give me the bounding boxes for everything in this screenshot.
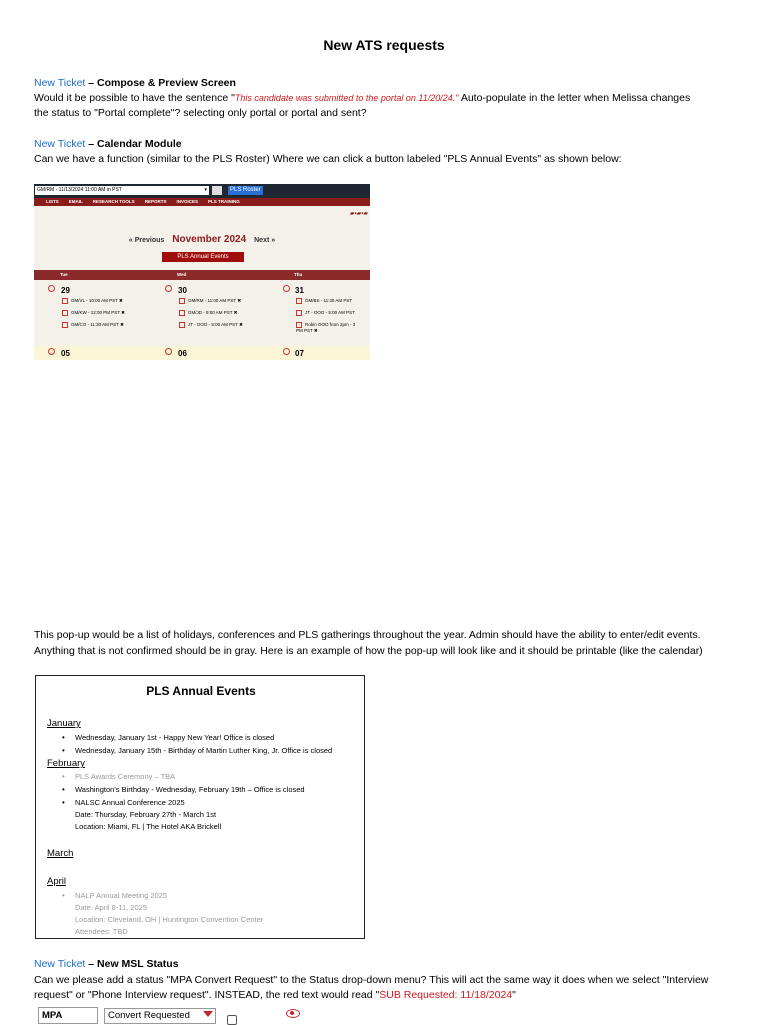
month-april: April: [47, 876, 67, 887]
event-item-unconfirmed: • NALP Annual Meeting 2025: [75, 890, 167, 901]
day-number: 30: [178, 286, 187, 295]
event-detail: Attendees: TBD: [75, 927, 128, 936]
section-compose-text-2: the status to "Portal complete"? selecting only portal or portal and sent?: [34, 107, 367, 119]
calendar-screenshot: [34, 184, 370, 360]
mpa-field[interactable]: MPA: [38, 1007, 98, 1024]
month-march: March: [47, 848, 74, 859]
popup-title: PLS Annual Events: [146, 684, 256, 698]
calendar-event[interactable]: GM/KW - 12:00 PM PST ✖: [62, 310, 125, 316]
calendar-event[interactable]: JT - OOO - 5:00 AM PST ✖: [179, 322, 243, 328]
weekday-header: [34, 270, 370, 280]
weekday-label: Wed: [177, 272, 187, 277]
new-ticket-tag: New Ticket: [34, 958, 86, 970]
clock-icon: [165, 348, 172, 355]
section-title: New MSL Status: [97, 958, 179, 970]
menu-item[interactable]: LISTS: [46, 199, 59, 204]
menu-item[interactable]: REPORTS: [144, 199, 167, 204]
section-msl-text-1: Can we please add a status "MPA Convert Request" to the Status drop-down menu? This will act the same way it does when we select "Interview: [34, 974, 709, 986]
section-compose-heading: New Ticket – Compose & Preview Screen: [34, 77, 236, 89]
previous-link[interactable]: « Previous: [128, 237, 165, 244]
chevron-down-icon: ▾: [204, 187, 207, 193]
new-ticket-tag: New Ticket: [34, 138, 86, 150]
portal-sentence: This candidate was submitted to the portal on 11/20/24.": [234, 93, 459, 103]
pls-annual-events-button[interactable]: PLS Annual Events: [162, 252, 244, 262]
section-title: Calendar Module: [97, 138, 182, 150]
clock-icon: [48, 285, 55, 292]
section-calendar-text: Can we have a function (similar to the PLS Roster) Where we can click a button labeled "PLS Annual Events" as shown below:: [34, 153, 622, 165]
clock-icon: [283, 285, 290, 292]
event-item-unconfirmed: • PLS Awards Ceremony – TBA: [75, 771, 175, 782]
event-item: • Washington's Birthday - Wednesday, February 19th – Office is closed: [75, 784, 305, 795]
clock-icon: [165, 285, 172, 292]
calendar-menubar: [34, 198, 370, 206]
month-january: January: [47, 718, 81, 729]
day-number: 06: [178, 349, 187, 358]
clock-icon: [283, 348, 290, 355]
clock-icon: [48, 348, 55, 355]
menu-item[interactable]: RESEARCH TOOLS: [92, 199, 135, 204]
sub-requested-text: SUB Requested: 11/18/2024: [379, 989, 513, 1001]
event-item: • NALSC Annual Conference 2025: [75, 797, 185, 808]
calendar-event[interactable]: GM/JD - 9:00 AM PST ✖: [179, 310, 237, 316]
month-title: November 2024: [172, 234, 247, 245]
popup-description-2: Anything that is not confirmed should be in gray. Here is an example of how the pop-up will look like and it should be printable (like the calendar): [34, 645, 703, 657]
day-number: 29: [61, 286, 70, 295]
section-calendar-heading: New Ticket – Calendar Module: [34, 138, 182, 150]
section-msl-heading: New Ticket – New MSL Status: [34, 958, 179, 970]
eye-icon[interactable]: [286, 1009, 300, 1018]
month-february: February: [47, 758, 86, 769]
toolbar-icons[interactable]: ▰▪▰▪▰: [349, 211, 368, 217]
calendar-event[interactable]: Robin OOO from 2pm - 3: [296, 322, 355, 328]
new-ticket-tag: New Ticket: [34, 77, 86, 89]
section-msl-text-2: request" or "Phone Interview request". INSTEAD, the red text would read "SUB Requested: 11/18/2024": [34, 989, 516, 1001]
pls-roster-button[interactable]: PLS Roster: [230, 187, 261, 193]
day-number: 31: [295, 286, 304, 295]
weekday-label: Thu: [294, 272, 303, 277]
day-number: 05: [61, 349, 70, 358]
calendar-event-continued: PM PST ✖: [296, 328, 318, 333]
month-nav: [34, 234, 370, 245]
chevron-down-icon: [203, 1011, 213, 1017]
calendar-event[interactable]: GM/BS - 11:30 AM PST: [296, 298, 352, 304]
calendar-icon[interactable]: [212, 186, 222, 195]
section-compose-text-1: Would it be possible to have the sentence "This candidate was submitted to the portal on 11/20/24." Auto-populate in the letter when Melissa changes: [34, 92, 691, 104]
menu-item[interactable]: PLS TRAINING: [207, 199, 240, 204]
day-number: 07: [295, 349, 304, 358]
menu-item[interactable]: EMAIL: [68, 199, 83, 204]
status-dropdown[interactable]: Convert Requested: [104, 1008, 216, 1024]
calendar-event[interactable]: JT - OOO - 5:00 AM PST: [296, 310, 355, 316]
calendar-event[interactable]: GM/RM - 11:00 AM PST ✖: [179, 298, 241, 304]
weekday-label: Tue: [60, 272, 68, 277]
event-detail: Date: April 8-11, 2025: [75, 903, 147, 912]
event-item: • Wednesday, January 1st - Happy New Year! Office is closed: [75, 732, 274, 743]
event-item: • Wednesday, January 15th - Birthday of Martin Luther King, Jr. Office is closed: [75, 745, 332, 756]
popup-description-1: This pop-up would be a list of holidays, conferences and PLS gatherings throughout the year. Admin should have the ability to enter/edit events.: [34, 629, 701, 641]
document-title: New ATS requests: [323, 37, 445, 53]
event-detail: Location: Miami, FL | The Hotel AKA Brickell: [75, 822, 222, 831]
section-title: Compose & Preview Screen: [97, 77, 236, 89]
calendar-event[interactable]: GM/VL - 10:00 AM PST ✖: [62, 298, 123, 304]
event-detail: Location: Cleveland, OH | Huntington Convention Center: [75, 915, 264, 924]
menu-item[interactable]: INVOICES: [176, 199, 198, 204]
annual-events-popup: [35, 675, 365, 939]
event-detail: Date: Thursday, February 27th - March 1st: [75, 810, 217, 819]
appointment-select[interactable]: GM/RM - 11/13/2024 11:00 AM in PST ▾: [37, 187, 207, 193]
next-week-row: [34, 346, 370, 360]
calendar-event[interactable]: GM/CO - 11:30 AM PST ✖: [62, 322, 124, 328]
next-link[interactable]: Next »: [254, 237, 276, 244]
